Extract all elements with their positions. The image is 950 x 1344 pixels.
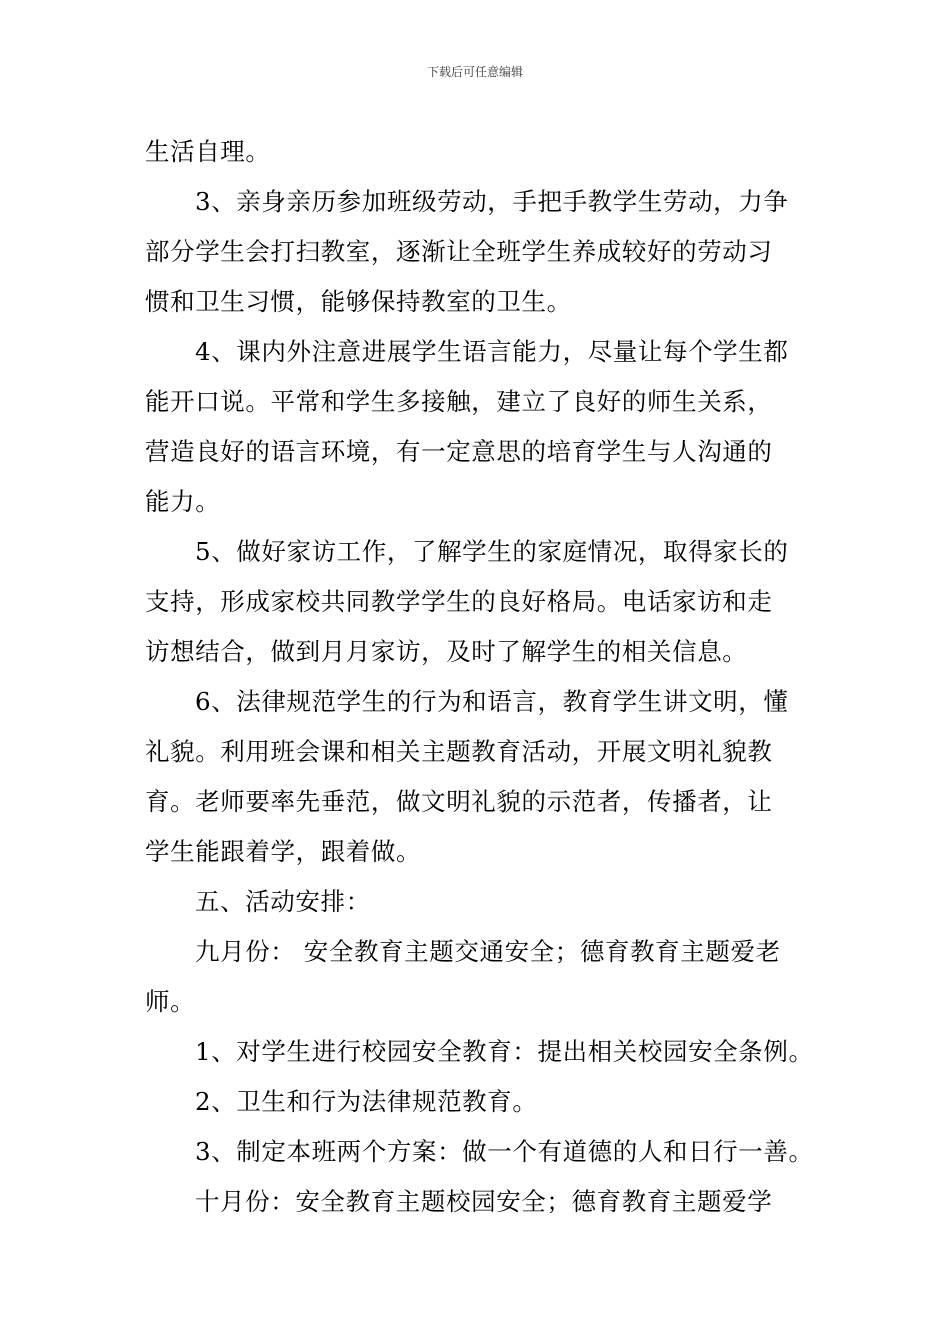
text-line: 育。老师要率先垂范，做文明礼貌的示范者，传播者，让 <box>145 787 773 816</box>
text-line: 礼貌。利用班会课和相关主题教育活动，开展文明礼貌教 <box>145 737 773 766</box>
document-body <box>145 127 814 1227</box>
text-line: 部分学生会打扫教室，逐渐让全班学生养成较好的劳动习 <box>145 237 773 266</box>
text-line: 支持，形成家校共同教学学生的良好格局。电话家访和走 <box>145 587 773 616</box>
text-line: 生活自理。 <box>145 137 271 166</box>
text-line: 五、活动安排： <box>195 887 371 916</box>
page-header: 下载后可任意编辑 <box>426 65 523 79</box>
text-line: 3、制定本班两个方案：做一个有道德的人和日行一善。 <box>195 1137 814 1166</box>
text-line: 十月份：安全教育主题校园安全；德育教育主题爱学 <box>195 1187 773 1216</box>
text-line: 能力。 <box>145 487 221 516</box>
text-line: 师。 <box>145 987 196 1016</box>
text-line: 1、对学生进行校园安全教育：提出相关校园安全条例。 <box>195 1037 814 1066</box>
text-line: 能开口说。平常和学生多接触，建立了良好的师生关系， <box>145 387 773 416</box>
text-line: 惯和卫生习惯，能够保持教室的卫生。 <box>145 287 572 316</box>
text-line: 营造良好的语言环境，有一定意思的培育学生与人沟通的 <box>145 437 773 466</box>
text-line: 6、法律规范学生的行为和语言，教育学生讲文明，懂 <box>195 687 789 716</box>
text-line: 学生能跟着学，跟着做。 <box>145 837 422 866</box>
text-line: 2、卫生和行为法律规范教育。 <box>195 1087 538 1116</box>
text-line: 访想结合，做到月月家访，及时了解学生的相关信息。 <box>145 637 748 666</box>
text-line: 4、课内外注意进展学生语言能力，尽量让每个学生都 <box>195 337 789 366</box>
text-line: 3、亲身亲历参加班级劳动，手把手教学生劳动，力争 <box>195 187 789 216</box>
text-line: 九月份： 安全教育主题交通安全；德育教育主题爱老 <box>195 937 781 966</box>
text-line: 5、做好家访工作，了解学生的家庭情况，取得家长的 <box>195 537 789 566</box>
